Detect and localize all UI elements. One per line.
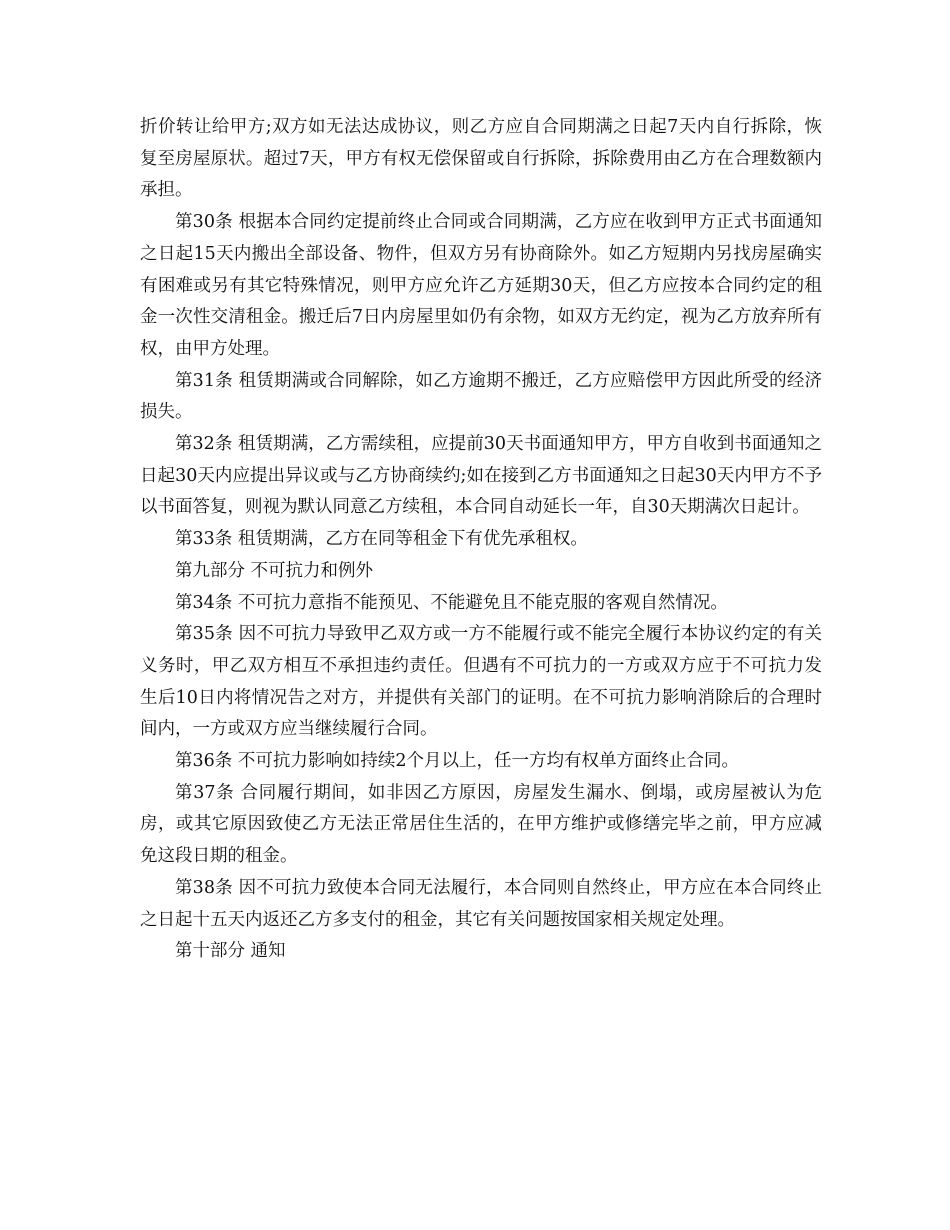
article-35: 第35条 因不可抗力导致甲乙双方或一方不能履行或不能完全履行本协议约定的有关义务时，甲乙双方相互不承担违约责任。但遇有不可抗力的一方或双方应于不可抗力发生后10日内将情况告之对方，并提供有关部门的证明。在不可抗力影响消除后的合理时间内，一方或双方应当继续履行合同。 [140,624,822,740]
document-body [140,112,822,968]
article-37: 第37条 合同履行期间，如非因乙方原因，房屋发生漏水、倒塌，或房屋被认为危房，或其它原因致使乙方无法正常居住生活的，在甲方维护或修缮完毕之前，甲方应减免这段日期的租金。 [140,782,822,867]
article-38: 第38条 因不可抗力致使本合同无法履行，本合同则自然终止，甲方应在本合同终止之日起十五天内返还乙方多支付的租金，其它有关问题按国家相关规定处理。 [140,877,822,930]
paragraph-continuation: 折价转让给甲方;双方如无法达成协议，则乙方应自合同期满之日起7天内自行拆除，恢复至房屋原状。超过7天，甲方有权无偿保留或自行拆除，拆除费用由乙方在合理数额内承担。 [140,117,822,201]
article-31: 第31条 租赁期满或合同解除，如乙方逾期不搬迁，乙方应赔偿甲方因此所受的经济损失。 [140,370,822,423]
article-34: 第34条 不可抗力意指不能预见、不能避免且不能克服的客观自然情况。 [175,592,728,613]
section-heading-part-10: 第十部分 通知 [175,941,286,962]
section-heading-part-9: 第九部分 不可抗力和例外 [175,560,374,581]
article-33: 第33条 租赁期满，乙方在同等租金下有优先承租权。 [175,529,588,550]
article-30: 第30条 根据本合同约定提前终止合同或合同期满，乙方应在收到甲方正式书面通知之日起15天内搬出全部设备、物件，但双方另有协商除外。如乙方短期内另找房屋确实有困难或另有其它特殊情况，则甲方应允许乙方延期30天，但乙方应按本合同约定的租金一次性交清租金。搬迁后7日内房屋里如仍有余物，如双方无约定，视为乙方放弃所有权，由甲方处理。 [140,212,822,359]
article-32: 第32条 租赁期满，乙方需续租，应提前30天书面通知甲方，甲方自收到书面通知之日起30天内应提出异议或与乙方协商续约;如在接到乙方书面通知之日起30天内甲方不予以书面答复，则视为默认同意乙方续租，本合同自动延长一年，自30天期满次日起计。 [140,434,822,518]
article-36: 第36条 不可抗力影响如持续2个月以上，任一方均有权单方面终止合同。 [175,751,739,772]
